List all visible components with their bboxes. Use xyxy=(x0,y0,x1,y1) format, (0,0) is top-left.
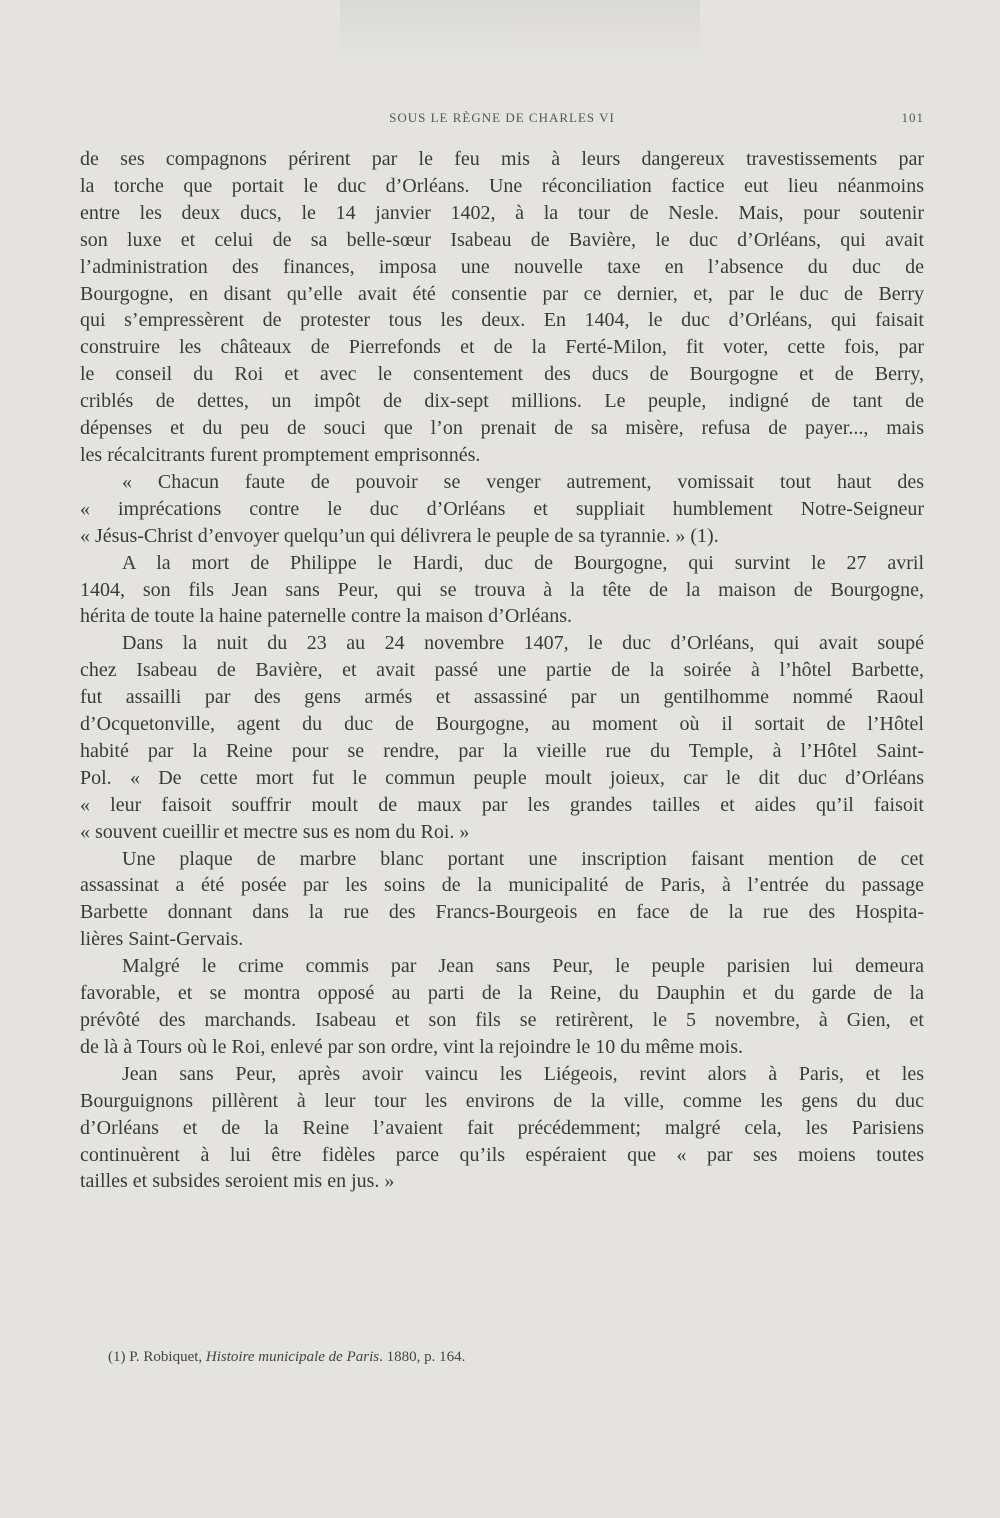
paragraph xyxy=(80,953,924,1061)
text-line: qui s’empressèrent de protester tous les deux. En 1404, le duc d’Orléans, qui faisait xyxy=(80,309,924,332)
text-line: Une plaque de marbre blanc portant une inscription faisant mention de cet xyxy=(122,847,924,870)
text-line: hérita de toute la haine paternelle contre la maison d’Orléans. xyxy=(80,605,573,628)
text-line: Bourguignons pillèrent à leur tour les environs de la ville, comme les gens du duc xyxy=(80,1089,924,1112)
text-line: le conseil du Roi et avec le consentement des ducs de Bourgogne et de Berry, xyxy=(80,363,924,386)
paragraph xyxy=(80,630,924,845)
text-line: chez Isabeau de Bavière, et avait passé une partie de la soirée à l’hôtel Barbette, xyxy=(80,659,924,682)
text-line: de ses compagnons périrent par le feu mis à leurs dangereux travestissements par xyxy=(80,148,924,170)
paragraph xyxy=(80,146,924,469)
text-line: « imprécations contre le duc d’Orléans et suppliait humblement Notre-Seigneur xyxy=(80,497,924,520)
paragraph xyxy=(80,469,924,550)
footnote-rest: . 1880, p. 164. xyxy=(379,1349,466,1365)
footnote-marker: (1) P. Robiquet, xyxy=(108,1349,206,1365)
text-line: entre les deux ducs, le 14 janvier 1402, à la tour de Nesle. Mais, pour soutenir xyxy=(80,201,924,224)
text-line: Malgré le crime commis par Jean sans Peur, le peuple parisien lui demeura xyxy=(122,955,924,978)
text-line: « Chacun faute de pouvoir se venger autrement, vomissait tout haut des xyxy=(122,470,924,493)
running-title: SOUS LE RÈGNE DE CHARLES VI xyxy=(389,110,615,125)
running-head xyxy=(80,110,924,130)
text-line: Dans la nuit du 23 au 24 novembre 1407, le duc d’Orléans, qui avait soupé xyxy=(122,632,924,655)
text-line: Pol. « De cette mort fut le commun peuple moult joieux, car le dit duc d’Orléans xyxy=(80,766,924,789)
text-line: Jean sans Peur, après avoir vaincu les Liégeois, revint alors à Paris, et les xyxy=(122,1062,924,1085)
text-line: les récalcitrants furent promptement emprisonnés. xyxy=(80,443,481,466)
text-line: d’Ocquetonville, agent du duc de Bourgogne, au moment où il sortait de l’Hôtel xyxy=(80,713,924,736)
paragraph xyxy=(80,1061,924,1196)
text-line: la torche que portait le duc d’Orléans. Une réconciliation factice eut lieu néanmoins xyxy=(80,174,924,197)
text-line: « Jésus-Christ d’envoyer quelqu’un qui délivrera le peuple de sa tyrannie. » (1). xyxy=(80,524,719,547)
footnote-title: Histoire municipale de Paris xyxy=(205,1349,380,1365)
text-line: dépenses et du peu de souci que l’on prenait de sa misère, refusa de payer..., mais xyxy=(80,417,924,440)
paragraph xyxy=(80,846,924,954)
body-text xyxy=(80,146,924,1195)
text-line: « leur faisoit souffrir moult de maux par les grandes tailles et aides qu’il faisoit xyxy=(80,793,924,816)
text-line: fut assailli par des gens armés et assassiné par un gentilhomme nommé Raoul xyxy=(80,686,924,709)
text-line: criblés de dettes, un impôt de dix-sept millions. Le peuple, indigné de tant de xyxy=(80,390,924,413)
text-line: lières Saint-Gervais. xyxy=(80,928,244,951)
text-line: Barbette donnant dans la rue des Francs-Bourgeois en face de la rue des Hospita- xyxy=(80,901,924,924)
paragraph xyxy=(80,550,924,631)
text-line: « souvent cueillir et mectre sus es nom du Roi. » xyxy=(80,820,470,843)
text-line: habité par la Reine pour se rendre, par la vieille rue du Temple, à l’Hôtel Saint- xyxy=(80,739,924,762)
text-line: 1404, son fils Jean sans Peur, qui se trouva à la tête de la maison de Bourgogne, xyxy=(80,578,924,601)
bleed-through-shadow xyxy=(340,0,700,60)
text-line: son luxe et celui de sa belle-sœur Isabeau de Bavière, le duc d’Orléans, qui avait xyxy=(80,228,924,251)
text-line: Bourgogne, en disant qu’elle avait été consentie par ce dernier, et, par le duc de Berry xyxy=(80,282,924,305)
text-line: favorable, et se montra opposé au parti de la Reine, du Dauphin et du garde de la xyxy=(80,982,924,1005)
page-number: 101 xyxy=(901,110,924,125)
text-line: assassinat a été posée par les soins de la municipalité de Paris, à l’entrée du passage xyxy=(80,874,924,897)
text-line: d’Orléans et de la Reine l’avaient fait précédemment; malgré cela, les Parisiens xyxy=(80,1116,924,1139)
text-line: de là à Tours où le Roi, enlevé par son ordre, vint la rejoindre le 10 du même mois. xyxy=(80,1035,744,1058)
text-line: construire les châteaux de Pierrefonds et de la Ferté-Milon, fit voter, cette fois, par xyxy=(80,336,924,359)
text-line: l’administration des finances, imposa une nouvelle taxe en l’absence du duc de xyxy=(80,255,924,278)
text-line: A la mort de Philippe le Hardi, duc de Bourgogne, qui survint le 27 avril xyxy=(122,551,924,574)
text-line: tailles et subsides seroient mis en jus. » xyxy=(80,1170,395,1193)
text-line: continuèrent à lui être fidèles parce qu’ils espéraient que « par ses moiens toutes xyxy=(80,1143,924,1166)
footnote xyxy=(108,1349,908,1366)
text-line: prévôté des marchands. Isabeau et son fils se retirèrent, le 5 novembre, à Gien, et xyxy=(80,1009,924,1031)
